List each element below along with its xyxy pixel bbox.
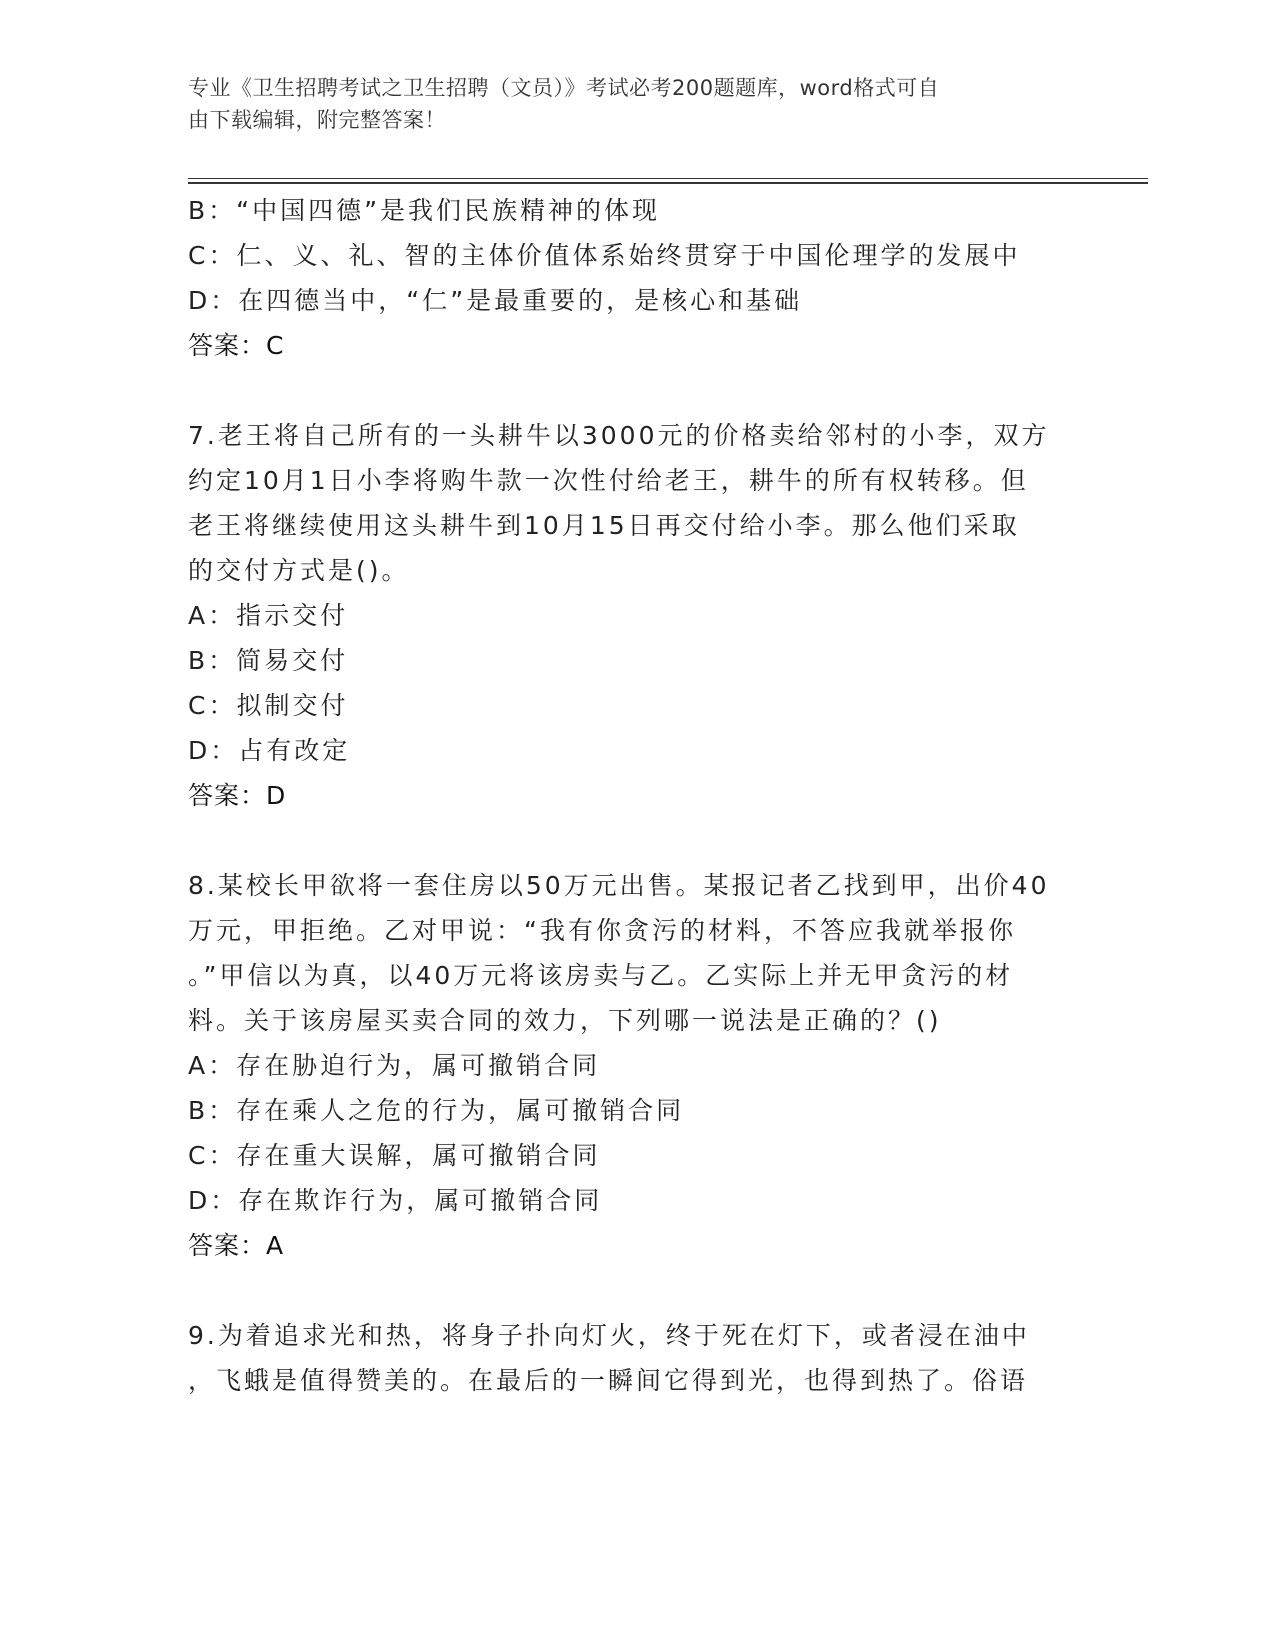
answer-line: 答案：A bbox=[188, 1231, 285, 1260]
question-7 bbox=[188, 413, 1088, 818]
option-d: D：占有改定 bbox=[188, 736, 351, 765]
question-text-line: 老王将继续使用这头耕牛到10月15日再交付给小李。那么他们采取 bbox=[188, 511, 1020, 540]
question-text-line: 。”甲信以为真，以40万元将该房卖与乙。乙实际上并无甲贪污的材 bbox=[188, 961, 1014, 990]
question-8 bbox=[188, 863, 1088, 1268]
header-divider-thin bbox=[188, 178, 1148, 179]
answer-line: 答案：D bbox=[188, 781, 287, 810]
question-text-line: 万元，甲拒绝。乙对甲说：“我有你贪污的材料，不答应我就举报你 bbox=[188, 916, 1016, 945]
header-line-1: 专业《卫生招聘考试之卫生招聘（文员）》考试必考200题题库，word格式可自 bbox=[188, 76, 940, 100]
option-b: B：简易交付 bbox=[188, 646, 349, 675]
question-text-line: 约定10月1日小李将购牛款一次性付给老王，耕牛的所有权转移。但 bbox=[188, 466, 1029, 495]
spacer bbox=[188, 1268, 1088, 1313]
option-d: D：在四德当中，“仁”是最重要的，是核心和基础 bbox=[188, 286, 803, 315]
prev-question bbox=[188, 188, 1088, 368]
option-d: D：存在欺诈行为，属可撤销合同 bbox=[188, 1186, 603, 1215]
header-line-2: 由下载编辑，附完整答案！ bbox=[188, 108, 446, 132]
option-c: C：存在重大误解，属可撤销合同 bbox=[188, 1141, 601, 1170]
question-text-line: 7.老王将自己所有的一头耕牛以3000元的价格卖给邻村的小李，双方 bbox=[188, 421, 1050, 450]
question-9 bbox=[188, 1313, 1088, 1403]
option-c: C：仁、义、礼、智的主体价值体系始终贯穿于中国伦理学的发展中 bbox=[188, 241, 1021, 270]
question-text-line: ，飞蛾是值得赞美的。在最后的一瞬间它得到光，也得到热了。俗语 bbox=[188, 1366, 1029, 1395]
option-b: B：“中国四德”是我们民族精神的体现 bbox=[188, 196, 661, 225]
document-body bbox=[188, 188, 1088, 1403]
spacer bbox=[188, 818, 1088, 863]
spacer bbox=[188, 368, 1088, 413]
option-b: B：存在乘人之危的行为，属可撤销合同 bbox=[188, 1096, 685, 1125]
question-text-line: 的交付方式是()。 bbox=[188, 556, 410, 585]
option-c: C：拟制交付 bbox=[188, 691, 349, 720]
option-a: A：指示交付 bbox=[188, 601, 349, 630]
question-text-line: 9.为着追求光和热，将身子扑向灯火，终于死在灯下，或者浸在油中 bbox=[188, 1321, 1030, 1350]
question-text-line: 8.某校长甲欲将一套住房以50万元出售。某报记者乙找到甲，出价40 bbox=[188, 871, 1050, 900]
option-a: A：存在胁迫行为，属可撤销合同 bbox=[188, 1051, 601, 1080]
document-header bbox=[188, 72, 1068, 136]
answer-line: 答案：C bbox=[188, 331, 285, 360]
header-divider-thick bbox=[188, 182, 1148, 184]
question-text-line: 料。关于该房屋买卖合同的效力，下列哪一说法是正确的？() bbox=[188, 1006, 942, 1035]
